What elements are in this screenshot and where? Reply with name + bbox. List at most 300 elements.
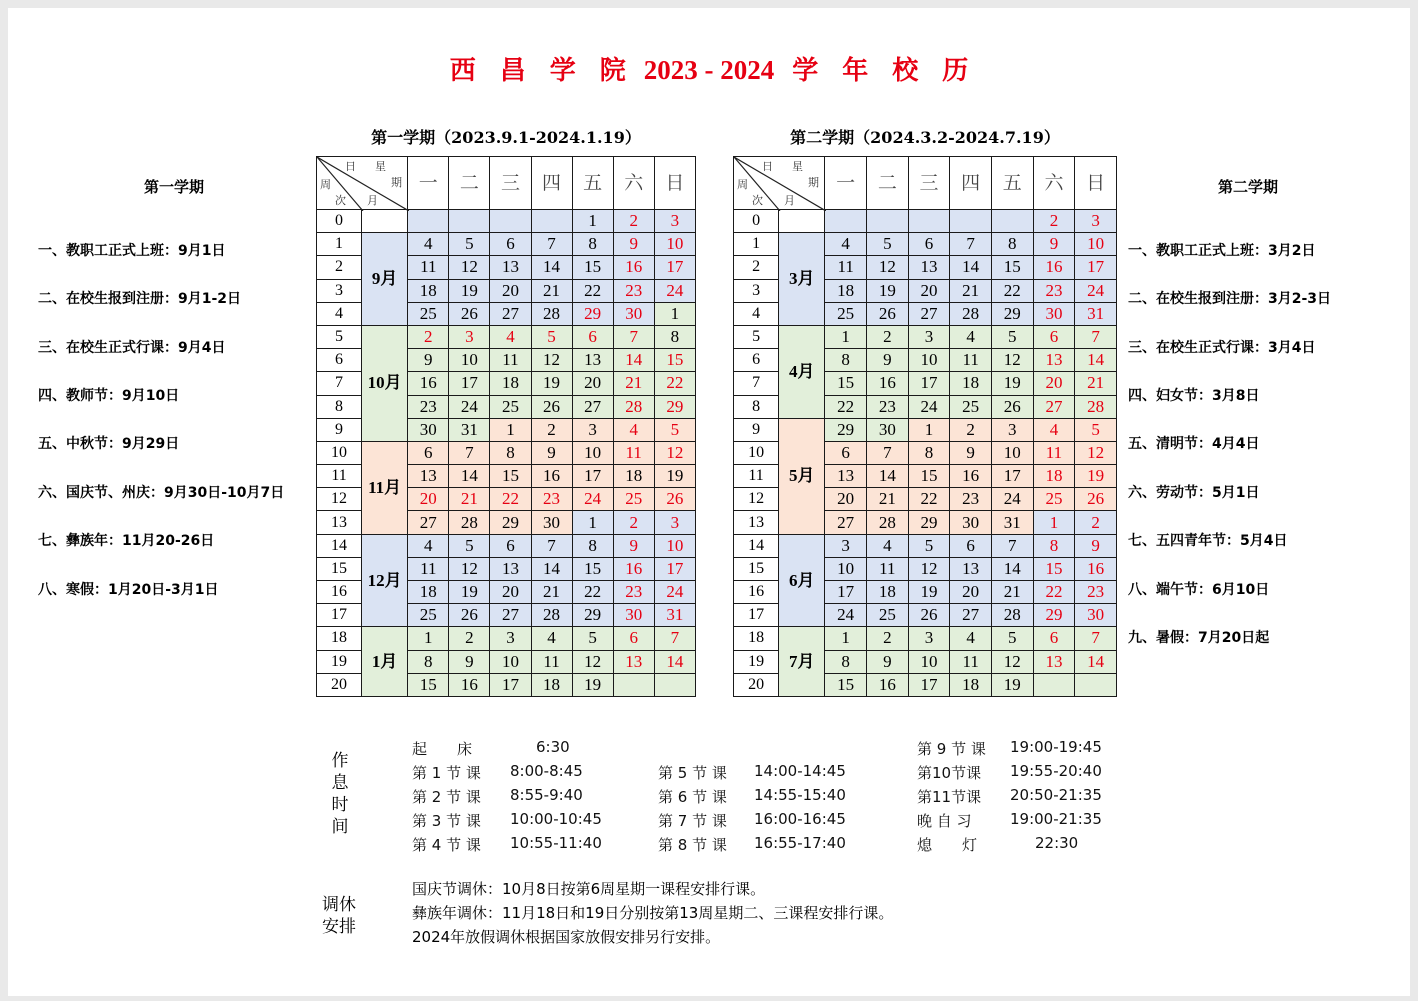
day-cell: 10 xyxy=(654,534,695,557)
day-cell: 19 xyxy=(867,279,909,302)
schedule-slot-name: 第 9 节 课 xyxy=(917,740,986,758)
day-cell: 17 xyxy=(908,673,950,696)
day-cell: 12 xyxy=(991,349,1033,372)
month-label: 7月 xyxy=(779,627,825,697)
week-number: 3 xyxy=(734,279,779,302)
week-row xyxy=(734,534,1117,557)
header-corner xyxy=(734,157,825,210)
schedule-slot-name: 第 2 节 课 xyxy=(412,788,481,806)
day-cell: 28 xyxy=(867,511,909,534)
schedule-slot-time: 8:00-8:45 xyxy=(510,762,583,780)
month-label: 11月 xyxy=(362,441,408,534)
month-label: 5月 xyxy=(779,418,825,534)
day-cell: 30 xyxy=(613,302,654,325)
day-cell: 4 xyxy=(408,233,449,256)
schedule-slot-name: 第 3 节 课 xyxy=(412,812,481,830)
week-row xyxy=(317,233,696,256)
day-cell: 18 xyxy=(408,581,449,604)
weekday-header: 二 xyxy=(867,157,909,210)
schedule-slot-name: 第 1 节 课 xyxy=(412,764,481,782)
day-cell: 15 xyxy=(654,349,695,372)
day-cell: 12 xyxy=(572,650,613,673)
day-cell: 10 xyxy=(572,441,613,464)
day-cell: 2 xyxy=(613,511,654,534)
day-cell: 31 xyxy=(1075,302,1117,325)
day-cell: 9 xyxy=(531,441,572,464)
day-cell: 27 xyxy=(908,302,950,325)
day-cell: 6 xyxy=(490,233,531,256)
corner-label-ri: 日 xyxy=(762,160,773,173)
day-cell: 11 xyxy=(1033,441,1075,464)
right-event: 二、在校生报到注册：3月2-3日 xyxy=(1128,291,1332,307)
day-cell: 1 xyxy=(825,325,867,348)
day-cell: 2 xyxy=(613,210,654,233)
day-cell: 8 xyxy=(572,233,613,256)
day-cell: 12 xyxy=(531,349,572,372)
week-number: 2 xyxy=(317,256,362,279)
day-cell: 14 xyxy=(531,256,572,279)
day-cell: 6 xyxy=(1033,325,1075,348)
day-cell: 11 xyxy=(490,349,531,372)
left-event: 七、彝族年：11月20-26日 xyxy=(38,533,215,549)
day-cell: 3 xyxy=(908,325,950,348)
day-cell xyxy=(1075,673,1117,696)
month-label: 9月 xyxy=(362,233,408,326)
day-cell: 21 xyxy=(1075,372,1117,395)
day-cell: 29 xyxy=(572,302,613,325)
day-cell: 6 xyxy=(490,534,531,557)
day-cell: 22 xyxy=(1033,581,1075,604)
day-cell: 4 xyxy=(1033,418,1075,441)
week-number: 10 xyxy=(734,441,779,464)
day-cell: 17 xyxy=(572,465,613,488)
day-cell: 16 xyxy=(449,673,490,696)
day-cell: 11 xyxy=(408,557,449,580)
day-cell: 26 xyxy=(991,395,1033,418)
day-cell: 12 xyxy=(867,256,909,279)
title-char: 西 xyxy=(449,56,476,86)
day-cell: 17 xyxy=(490,673,531,696)
empty-month-cell xyxy=(779,210,825,233)
day-cell: 10 xyxy=(825,557,867,580)
title-char: 年 xyxy=(842,56,869,86)
day-cell: 7 xyxy=(449,441,490,464)
day-cell: 27 xyxy=(572,395,613,418)
day-cell: 7 xyxy=(531,233,572,256)
day-cell: 28 xyxy=(613,395,654,418)
day-cell: 8 xyxy=(1033,534,1075,557)
day-cell: 27 xyxy=(1033,395,1075,418)
schedule-slot-time: 10:55-11:40 xyxy=(510,834,602,852)
day-cell: 13 xyxy=(1033,349,1075,372)
day-cell: 26 xyxy=(1075,488,1117,511)
day-cell: 25 xyxy=(825,302,867,325)
week-number: 5 xyxy=(734,325,779,348)
day-cell: 11 xyxy=(825,256,867,279)
day-cell: 9 xyxy=(1033,233,1075,256)
day-cell: 17 xyxy=(991,465,1033,488)
day-cell: 4 xyxy=(408,534,449,557)
week-number: 4 xyxy=(734,302,779,325)
corner-label-zhou: 周 xyxy=(737,178,748,191)
semester1-title: 第一学期（2023.9.1-2024.1.19） xyxy=(371,128,641,147)
day-cell: 30 xyxy=(1075,604,1117,627)
day-cell: 17 xyxy=(908,372,950,395)
day-cell: 25 xyxy=(950,395,992,418)
week-number: 5 xyxy=(317,325,362,348)
day-cell: 27 xyxy=(490,604,531,627)
day-cell: 24 xyxy=(991,488,1033,511)
day-cell xyxy=(1033,673,1075,696)
day-cell: 18 xyxy=(950,372,992,395)
left-event: 一、教职工正式上班：9月1日 xyxy=(38,243,226,259)
day-cell: 19 xyxy=(449,581,490,604)
week-number: 6 xyxy=(317,349,362,372)
week-number: 19 xyxy=(734,650,779,673)
day-cell: 8 xyxy=(490,441,531,464)
left-event: 四、教师节：9月10日 xyxy=(38,388,180,404)
day-cell xyxy=(991,210,1033,233)
day-cell: 16 xyxy=(408,372,449,395)
day-cell: 19 xyxy=(531,372,572,395)
day-cell: 20 xyxy=(908,279,950,302)
day-cell: 11 xyxy=(613,441,654,464)
schedule-slot-time: 16:00-16:45 xyxy=(754,810,846,828)
week-number: 10 xyxy=(317,441,362,464)
week-number: 19 xyxy=(317,650,362,673)
schedule-slot-time: 19:55-20:40 xyxy=(1010,762,1102,780)
day-cell: 3 xyxy=(572,418,613,441)
adjust-label: 调休 xyxy=(322,895,356,915)
day-cell: 12 xyxy=(908,557,950,580)
day-cell: 20 xyxy=(572,372,613,395)
day-cell: 2 xyxy=(1075,511,1117,534)
week-row xyxy=(317,325,696,348)
week-row xyxy=(317,627,696,650)
day-cell: 26 xyxy=(531,395,572,418)
day-cell: 31 xyxy=(449,418,490,441)
day-cell: 3 xyxy=(991,418,1033,441)
schedule-label-char: 作 xyxy=(331,751,349,771)
day-cell: 14 xyxy=(531,557,572,580)
day-cell: 17 xyxy=(654,557,695,580)
day-cell: 30 xyxy=(950,511,992,534)
corner-label-ci: 次 xyxy=(752,194,763,207)
left-event: 六、国庆节、州庆：9月30日-10月7日 xyxy=(38,485,285,501)
day-cell xyxy=(531,210,572,233)
day-cell: 22 xyxy=(490,488,531,511)
month-label: 12月 xyxy=(362,534,408,627)
day-cell: 8 xyxy=(991,233,1033,256)
day-cell: 16 xyxy=(867,372,909,395)
day-cell: 10 xyxy=(490,650,531,673)
day-cell: 6 xyxy=(408,441,449,464)
day-cell: 14 xyxy=(654,650,695,673)
day-cell: 7 xyxy=(950,233,992,256)
day-cell: 4 xyxy=(950,627,992,650)
week-number: 16 xyxy=(317,581,362,604)
day-cell: 4 xyxy=(613,418,654,441)
day-cell: 24 xyxy=(449,395,490,418)
day-cell: 1 xyxy=(654,302,695,325)
day-cell: 17 xyxy=(449,372,490,395)
day-cell: 19 xyxy=(1075,465,1117,488)
day-cell: 15 xyxy=(408,673,449,696)
right-event: 九、暑假：7月20日起 xyxy=(1128,630,1270,646)
title-char: 院 xyxy=(599,56,626,86)
day-cell xyxy=(867,210,909,233)
week-number: 3 xyxy=(317,279,362,302)
corner-label-ri: 日 xyxy=(345,160,356,173)
week-number: 1 xyxy=(317,233,362,256)
title-char: 学 xyxy=(549,56,576,86)
day-cell: 21 xyxy=(531,581,572,604)
schedule-slot-name: 起 床 xyxy=(412,740,473,758)
day-cell: 6 xyxy=(1033,627,1075,650)
day-cell: 15 xyxy=(490,465,531,488)
title-char: 校 xyxy=(892,56,919,86)
corner-label-ci: 次 xyxy=(335,194,346,207)
weekday-header: 四 xyxy=(531,157,572,210)
month-label: 10月 xyxy=(362,325,408,441)
day-cell: 9 xyxy=(449,650,490,673)
schedule-slot-time: 16:55-17:40 xyxy=(754,834,846,852)
day-cell: 22 xyxy=(572,279,613,302)
day-cell: 9 xyxy=(867,650,909,673)
day-cell: 27 xyxy=(950,604,992,627)
day-cell: 31 xyxy=(991,511,1033,534)
day-cell xyxy=(449,210,490,233)
day-cell: 14 xyxy=(613,349,654,372)
week-number: 15 xyxy=(734,557,779,580)
day-cell: 2 xyxy=(867,627,909,650)
day-cell: 19 xyxy=(572,673,613,696)
right-event: 七、五四青年节：5月4日 xyxy=(1128,533,1288,549)
corner-label-qi: 期 xyxy=(391,176,402,189)
day-cell: 3 xyxy=(654,210,695,233)
day-cell: 30 xyxy=(613,604,654,627)
day-cell: 14 xyxy=(1075,650,1117,673)
right-event: 八、端午节：6月10日 xyxy=(1128,582,1270,598)
day-cell: 27 xyxy=(408,511,449,534)
day-cell: 16 xyxy=(613,256,654,279)
day-cell: 1 xyxy=(572,511,613,534)
day-cell: 16 xyxy=(950,465,992,488)
day-cell: 23 xyxy=(613,581,654,604)
day-cell: 25 xyxy=(867,604,909,627)
week-number: 13 xyxy=(734,511,779,534)
day-cell: 15 xyxy=(825,372,867,395)
corner-label-yue: 月 xyxy=(367,194,378,207)
day-cell: 26 xyxy=(867,302,909,325)
day-cell: 16 xyxy=(1075,557,1117,580)
day-cell: 12 xyxy=(1075,441,1117,464)
week-number: 13 xyxy=(317,511,362,534)
day-cell: 1 xyxy=(908,418,950,441)
day-cell: 8 xyxy=(654,325,695,348)
day-cell: 12 xyxy=(449,256,490,279)
day-cell: 2 xyxy=(867,325,909,348)
week-number: 7 xyxy=(317,372,362,395)
week-number: 0 xyxy=(734,210,779,233)
day-cell: 5 xyxy=(908,534,950,557)
left-event: 三、在校生正式行课：9月4日 xyxy=(38,340,226,356)
weekday-header: 二 xyxy=(449,157,490,210)
day-cell: 23 xyxy=(950,488,992,511)
day-cell: 7 xyxy=(1075,627,1117,650)
week-number: 9 xyxy=(734,418,779,441)
day-cell: 5 xyxy=(531,325,572,348)
day-cell: 19 xyxy=(449,279,490,302)
day-cell: 24 xyxy=(654,581,695,604)
day-cell xyxy=(654,673,695,696)
day-cell: 6 xyxy=(950,534,992,557)
day-cell: 27 xyxy=(490,302,531,325)
right-event: 四、妇女节：3月8日 xyxy=(1128,388,1260,404)
day-cell: 20 xyxy=(490,581,531,604)
day-cell: 5 xyxy=(867,233,909,256)
day-cell: 9 xyxy=(613,534,654,557)
week-row xyxy=(734,418,1117,441)
weekday-header: 六 xyxy=(613,157,654,210)
weekday-header: 三 xyxy=(908,157,950,210)
day-cell: 26 xyxy=(654,488,695,511)
day-cell: 7 xyxy=(654,627,695,650)
day-cell: 18 xyxy=(1033,465,1075,488)
day-cell: 28 xyxy=(449,511,490,534)
month-label: 6月 xyxy=(779,534,825,627)
month-label: 1月 xyxy=(362,627,408,697)
week-number: 2 xyxy=(734,256,779,279)
day-cell: 24 xyxy=(1075,279,1117,302)
day-cell: 22 xyxy=(991,279,1033,302)
schedule-slot-time: 19:00-19:45 xyxy=(1010,738,1102,756)
day-cell: 28 xyxy=(531,302,572,325)
day-cell: 29 xyxy=(572,604,613,627)
schedule-slot-name: 熄 灯 xyxy=(917,836,978,854)
day-cell: 8 xyxy=(908,441,950,464)
week-number: 12 xyxy=(317,488,362,511)
day-cell xyxy=(408,210,449,233)
right-event: 六、劳动节：5月1日 xyxy=(1128,485,1260,501)
day-cell: 6 xyxy=(825,441,867,464)
day-cell: 12 xyxy=(991,650,1033,673)
week-row xyxy=(734,325,1117,348)
day-cell: 28 xyxy=(1075,395,1117,418)
day-cell: 28 xyxy=(531,604,572,627)
day-cell: 2 xyxy=(449,627,490,650)
day-cell: 14 xyxy=(950,256,992,279)
day-cell: 15 xyxy=(825,673,867,696)
day-cell: 9 xyxy=(408,349,449,372)
left-event: 二、在校生报到注册：9月1-2日 xyxy=(38,291,242,307)
day-cell: 16 xyxy=(867,673,909,696)
day-cell: 19 xyxy=(908,581,950,604)
adjust-line: 国庆节调休：10月8日按第6周星期一课程安排行课。 xyxy=(412,880,766,898)
day-cell: 9 xyxy=(950,441,992,464)
day-cell: 1 xyxy=(825,627,867,650)
day-cell: 9 xyxy=(867,349,909,372)
day-cell: 25 xyxy=(408,302,449,325)
week-row xyxy=(317,534,696,557)
day-cell: 1 xyxy=(1033,511,1075,534)
day-cell: 8 xyxy=(572,534,613,557)
schedule-slot-name: 第 8 节 课 xyxy=(658,836,727,854)
day-cell: 24 xyxy=(908,395,950,418)
day-cell: 4 xyxy=(490,325,531,348)
day-cell: 14 xyxy=(991,557,1033,580)
day-cell: 7 xyxy=(1075,325,1117,348)
day-cell: 20 xyxy=(1033,372,1075,395)
day-cell: 9 xyxy=(1075,534,1117,557)
day-cell: 19 xyxy=(991,372,1033,395)
day-cell xyxy=(613,673,654,696)
day-cell: 15 xyxy=(572,256,613,279)
schedule-label-char: 息 xyxy=(331,773,349,793)
day-cell: 7 xyxy=(867,441,909,464)
day-cell: 14 xyxy=(1075,349,1117,372)
day-cell: 26 xyxy=(449,302,490,325)
day-cell: 3 xyxy=(1075,210,1117,233)
week-number: 20 xyxy=(317,673,362,696)
right-event: 五、清明节：4月4日 xyxy=(1128,436,1260,452)
day-cell: 30 xyxy=(408,418,449,441)
header-corner xyxy=(317,157,408,210)
schedule-slot-name: 第11节课 xyxy=(917,788,982,806)
day-cell: 11 xyxy=(950,650,992,673)
day-cell: 8 xyxy=(408,650,449,673)
day-cell: 21 xyxy=(991,581,1033,604)
page-title xyxy=(0,50,1418,87)
day-cell: 26 xyxy=(908,604,950,627)
week-number: 4 xyxy=(317,302,362,325)
day-cell: 25 xyxy=(490,395,531,418)
corner-label-qi: 期 xyxy=(808,176,819,189)
day-cell xyxy=(950,210,992,233)
day-cell: 15 xyxy=(908,465,950,488)
day-cell: 9 xyxy=(613,233,654,256)
semester1-calendar xyxy=(316,156,696,697)
day-cell: 26 xyxy=(449,604,490,627)
day-cell: 4 xyxy=(531,627,572,650)
corner-label-xing: 星 xyxy=(375,160,386,173)
day-cell: 28 xyxy=(950,302,992,325)
week-row xyxy=(317,210,696,233)
adjust-line: 2024年放假调休根据国家放假安排另行安排。 xyxy=(412,928,721,946)
day-cell: 13 xyxy=(408,465,449,488)
day-cell: 13 xyxy=(490,256,531,279)
day-cell: 24 xyxy=(572,488,613,511)
day-cell: 22 xyxy=(908,488,950,511)
day-cell: 10 xyxy=(1075,233,1117,256)
day-cell: 17 xyxy=(825,581,867,604)
day-cell: 7 xyxy=(531,534,572,557)
day-cell: 10 xyxy=(654,233,695,256)
day-cell: 5 xyxy=(654,418,695,441)
week-number: 7 xyxy=(734,372,779,395)
day-cell: 18 xyxy=(490,372,531,395)
weekday-header: 五 xyxy=(572,157,613,210)
day-cell: 23 xyxy=(613,279,654,302)
week-number: 18 xyxy=(734,627,779,650)
day-cell: 3 xyxy=(825,534,867,557)
title-char: 昌 xyxy=(499,56,526,86)
day-cell: 13 xyxy=(490,557,531,580)
day-cell: 2 xyxy=(531,418,572,441)
day-cell: 21 xyxy=(613,372,654,395)
title-char: 学 xyxy=(792,56,819,86)
day-cell: 29 xyxy=(490,511,531,534)
